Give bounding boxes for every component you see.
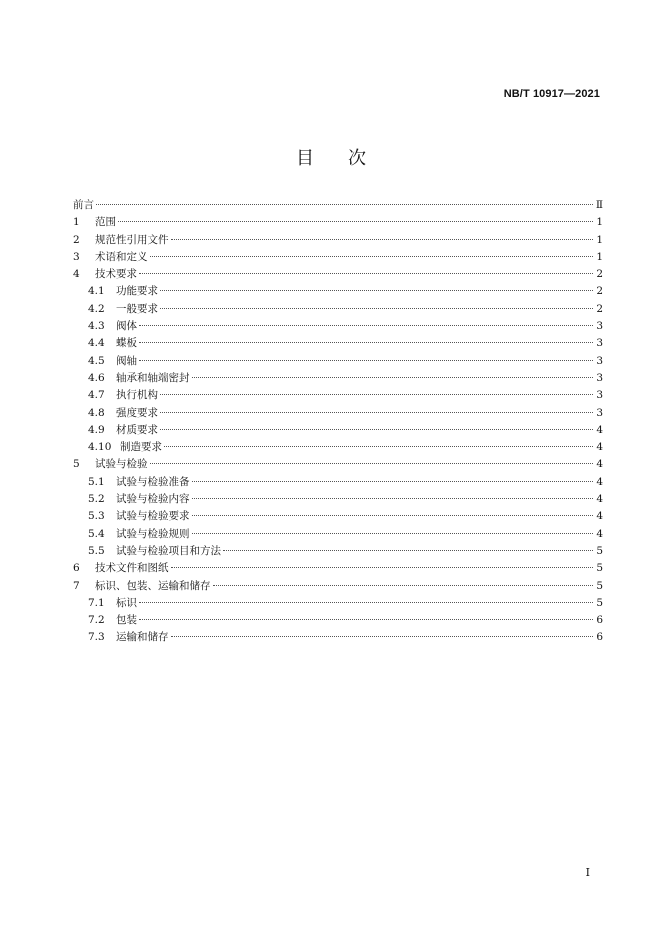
toc-entry-title: 试验与检验项目和方法 xyxy=(116,544,221,557)
dot-leader xyxy=(192,497,594,499)
toc-entry-page: 4 xyxy=(596,527,603,540)
toc-entry[interactable] xyxy=(73,301,603,318)
toc-entry-title: 技术要求 xyxy=(95,268,137,281)
toc-entry[interactable] xyxy=(73,370,603,387)
dot-leader xyxy=(213,584,594,586)
toc-entry-title: 强度要求 xyxy=(116,406,158,419)
dot-leader xyxy=(150,462,594,464)
toc-entry-number: 4.2 xyxy=(88,302,105,315)
toc-entry-number: 4 xyxy=(73,268,80,281)
dot-leader xyxy=(139,272,593,274)
toc-entry-title: 阀体 xyxy=(116,320,137,333)
toc-entry[interactable] xyxy=(73,526,603,543)
toc-entry[interactable] xyxy=(73,578,603,595)
toc-entry[interactable] xyxy=(73,318,603,335)
toc-entry[interactable] xyxy=(73,335,603,352)
dot-leader xyxy=(171,238,594,240)
toc-entry-page: 4 xyxy=(596,441,603,454)
dot-leader xyxy=(164,445,593,447)
toc-entry-number: 3 xyxy=(73,250,80,263)
toc-entry-number: 4.9 xyxy=(88,423,105,436)
toc-entry-number: 7 xyxy=(73,579,80,592)
toc-entry-page: 3 xyxy=(596,354,603,367)
toc-entry[interactable] xyxy=(73,197,603,214)
toc-entry-title: 材质要求 xyxy=(116,423,158,436)
toc-entry-title: 规范性引用文件 xyxy=(95,233,169,246)
toc-entry-page: 5 xyxy=(596,596,603,609)
dot-leader xyxy=(223,549,593,551)
toc-entry-page: 1 xyxy=(596,233,603,246)
toc-entry-title: 试验与检验准备 xyxy=(116,475,190,488)
toc-entry[interactable] xyxy=(73,474,603,491)
toc-entry[interactable] xyxy=(73,353,603,370)
toc-entry-number: 6 xyxy=(73,562,80,575)
toc-entry-page: 3 xyxy=(596,320,603,333)
toc-entry-page: Ⅱ xyxy=(595,199,603,211)
toc-entry[interactable] xyxy=(73,249,603,266)
toc-entry-title: 试验与检验规则 xyxy=(116,527,190,540)
toc-entry-page: 1 xyxy=(596,250,603,263)
toc-entry[interactable] xyxy=(73,214,603,231)
toc-list xyxy=(73,197,603,647)
toc-entry-number: 4.1 xyxy=(88,285,105,298)
toc-entry-page: 1 xyxy=(596,216,603,229)
toc-entry-title: 阀轴 xyxy=(116,354,137,367)
dot-leader xyxy=(96,203,593,205)
toc-entry-page: 5 xyxy=(596,544,603,557)
toc-entry-page: 4 xyxy=(596,510,603,523)
toc-entry-title: 蝶板 xyxy=(116,337,137,350)
toc-entry-title: 技术文件和图纸 xyxy=(95,562,169,575)
standard-code: NB/T 10917—2021 xyxy=(503,88,600,100)
dot-leader xyxy=(139,324,593,326)
toc-entry-number: 1 xyxy=(73,216,80,229)
toc-entry-page: 3 xyxy=(596,389,603,402)
dot-leader xyxy=(160,393,593,395)
toc-entry-number: 4.5 xyxy=(88,354,105,367)
toc-entry-page: 5 xyxy=(596,579,603,592)
toc-entry-number: 4.8 xyxy=(88,406,105,419)
toc-entry-title: 执行机构 xyxy=(116,389,158,402)
toc-entry-page: 4 xyxy=(596,475,603,488)
toc-title xyxy=(0,144,662,170)
toc-entry-number: 2 xyxy=(73,233,80,246)
toc-entry-title: 标识 xyxy=(116,596,137,609)
toc-entry[interactable] xyxy=(73,283,603,300)
toc-entry[interactable] xyxy=(73,508,603,525)
toc-entry-page: 3 xyxy=(596,371,603,384)
toc-entry-number: 5.5 xyxy=(88,544,105,557)
toc-entry-page: 5 xyxy=(596,562,603,575)
toc-entry-page: 6 xyxy=(596,631,603,644)
toc-entry-page: 3 xyxy=(596,406,603,419)
dot-leader xyxy=(160,289,593,291)
dot-leader xyxy=(118,220,593,222)
toc-entry-page: 4 xyxy=(596,423,603,436)
toc-entry[interactable] xyxy=(73,612,603,629)
toc-entry[interactable] xyxy=(73,387,603,404)
dot-leader xyxy=(139,601,593,603)
dot-leader xyxy=(160,428,593,430)
toc-entry-number: 7.2 xyxy=(88,614,105,627)
toc-entry-page: 2 xyxy=(596,302,603,315)
toc-entry[interactable] xyxy=(73,595,603,612)
toc-entry-title: 试验与检验要求 xyxy=(116,510,190,523)
toc-entry[interactable] xyxy=(73,232,603,249)
toc-entry-title: 范围 xyxy=(95,216,116,229)
toc-title-char-2: 次 xyxy=(348,148,366,169)
toc-entry-page: 3 xyxy=(596,337,603,350)
toc-entry-number: 7.1 xyxy=(88,596,105,609)
toc-entry-title: 试验与检验 xyxy=(95,458,148,471)
dot-leader xyxy=(192,532,594,534)
toc-entry-title: 一般要求 xyxy=(116,302,158,315)
dot-leader xyxy=(150,255,594,257)
toc-entry-number: 5 xyxy=(73,458,80,471)
toc-entry-title: 制造要求 xyxy=(120,441,162,454)
toc-entry[interactable] xyxy=(73,405,603,422)
toc-entry-number: 4.6 xyxy=(88,371,105,384)
toc-entry-title: 前言 xyxy=(73,199,94,211)
toc-entry-title: 试验与检验内容 xyxy=(116,493,190,506)
dot-leader xyxy=(171,566,594,568)
dot-leader xyxy=(139,359,593,361)
toc-entry[interactable] xyxy=(73,439,603,456)
dot-leader xyxy=(192,376,594,378)
page-folio: I xyxy=(585,866,590,879)
toc-entry-page: 2 xyxy=(596,268,603,281)
toc-entry-number: 4.10 xyxy=(88,441,112,454)
toc-entry[interactable] xyxy=(73,560,603,577)
toc-entry-number: 5.1 xyxy=(88,475,105,488)
toc-entry[interactable] xyxy=(73,629,603,646)
toc-entry-title: 包装 xyxy=(116,614,137,627)
toc-entry-number: 4.4 xyxy=(88,337,105,350)
toc-entry-page: 4 xyxy=(596,493,603,506)
toc-entry-title: 术语和定义 xyxy=(95,250,148,263)
toc-entry-number: 5.4 xyxy=(88,527,105,540)
toc-entry-title: 功能要求 xyxy=(116,285,158,298)
dot-leader xyxy=(192,480,594,482)
toc-entry[interactable] xyxy=(73,491,603,508)
toc-entry-page: 4 xyxy=(596,458,603,471)
toc-entry-number: 4.3 xyxy=(88,320,105,333)
toc-entry-page: 6 xyxy=(596,614,603,627)
dot-leader xyxy=(160,307,593,309)
toc-entry-number: 5.3 xyxy=(88,510,105,523)
toc-entry-page: 2 xyxy=(596,285,603,298)
toc-entry[interactable] xyxy=(73,456,603,473)
dot-leader xyxy=(139,341,593,343)
dot-leader xyxy=(139,618,593,620)
toc-entry-number: 4.7 xyxy=(88,389,105,402)
toc-entry-title: 标识、包装、运输和储存 xyxy=(95,579,211,592)
toc-entry-number: 7.3 xyxy=(88,631,105,644)
toc-entry-title: 运输和储存 xyxy=(116,631,169,644)
dot-leader xyxy=(192,514,594,516)
dot-leader xyxy=(171,635,594,637)
toc-title-char-1: 目 xyxy=(296,148,314,169)
toc-entry[interactable] xyxy=(73,543,603,560)
toc-entry[interactable] xyxy=(73,422,603,439)
toc-entry-number: 5.2 xyxy=(88,493,105,506)
toc-entry-title: 轴承和轴端密封 xyxy=(116,371,190,384)
dot-leader xyxy=(160,411,593,413)
toc-entry[interactable] xyxy=(73,266,603,283)
